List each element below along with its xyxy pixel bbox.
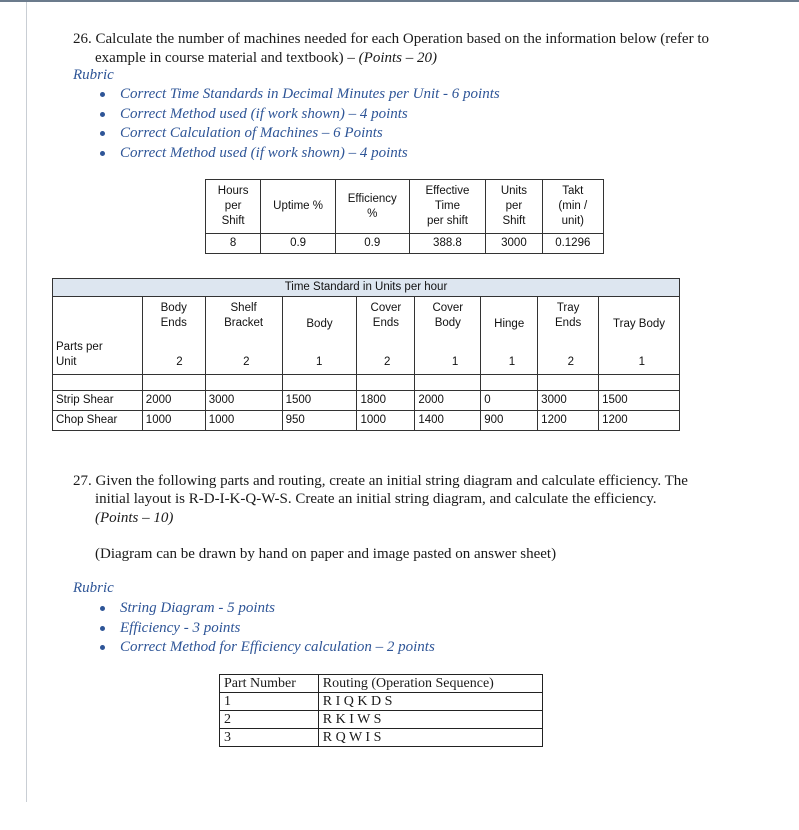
q27-rubric-item: Efficiency - 3 points [95,619,435,639]
parts-per-unit-value: 2 [357,335,415,375]
row-label-chop-shear: Chop Shear [53,411,143,431]
q26-text-line2-plain: example in course material and textbook) – [95,50,359,66]
takt-header-hours: Hours per Shift [206,180,261,234]
strip-shear-value: 3000 [205,391,282,411]
routing-part-number: 1 [220,693,319,711]
col-header-body-ends: Body Ends [142,297,205,335]
takt-value-uptime: 0.9 [261,234,336,254]
time-standard-banner: Time Standard in Units per hour [53,279,680,297]
takt-header-uptime: Uptime % [261,180,336,234]
takt-header-units: Units per Shift [486,180,542,234]
chop-shear-value: 950 [282,411,357,431]
q27-text-line1: 27. Given the following parts and routing, create an initial string diagram and calculate efficiency. The [73,473,688,489]
col-header-cover-body: Cover Body [415,297,481,335]
q27-points: (Points – 10) [95,510,174,526]
takt-value-row [206,234,604,254]
routing-header-routing: Routing (Operation Sequence) [318,675,542,693]
routing-header-row [220,675,543,693]
routing-part-number: 2 [220,711,319,729]
strip-shear-value: 2000 [142,391,205,411]
col-header-tray-ends: Tray Ends [538,297,599,335]
routing-sequence: R I Q K D S [318,693,542,711]
routing-part-number: 3 [220,729,319,747]
strip-shear-value: 3000 [538,391,599,411]
col-header-hinge: Hinge [481,297,538,335]
chop-shear-value: 1000 [357,411,415,431]
routing-row [220,729,543,747]
strip-shear-value: 1800 [357,391,415,411]
routing-header-part-number: Part Number [220,675,319,693]
strip-shear-value: 1500 [599,391,680,411]
parts-per-unit-row [53,335,680,375]
strip-shear-row [53,391,680,411]
q26-rubric-item: Correct Method used (if work shown) – 4 points [95,144,500,164]
q26-text-line2 [95,49,437,68]
chop-shear-value: 1400 [415,411,481,431]
routing-row [220,693,543,711]
chop-shear-value: 1000 [205,411,282,431]
time-standard-corner [53,297,143,335]
takt-header-takt: Takt (min / unit) [542,180,603,234]
parts-per-unit-value: 1 [599,335,680,375]
parts-per-unit-value: 1 [481,335,538,375]
takt-table [205,179,604,254]
q27-note: (Diagram can be drawn by hand on paper and image pasted on answer sheet) [95,546,557,562]
q27-rubric-list [95,599,435,658]
chop-shear-value: 1000 [142,411,205,431]
routing-sequence: R Q W I S [318,729,542,747]
q26-rubric-item: Correct Time Standards in Decimal Minutes per Unit - 6 points [95,85,500,105]
routing-sequence: R K I W S [318,711,542,729]
col-header-shelf-bracket: Shelf Bracket [205,297,282,335]
q26-rubric-item: Correct Calculation of Machines – 6 Points [95,124,500,144]
time-standard-table [52,278,680,431]
takt-value-hours: 8 [206,234,261,254]
takt-value-takt: 0.1296 [542,234,603,254]
parts-per-unit-value: 2 [142,335,205,375]
routing-table [219,674,543,747]
page-top-border [0,0,799,2]
strip-shear-value: 1500 [282,391,357,411]
col-header-body: Body [282,297,357,335]
chop-shear-value: 1200 [538,411,599,431]
takt-header-efficiency: Efficiency % [335,180,409,234]
time-standard-banner-row [53,279,680,297]
q26-rubric-list [95,85,500,163]
time-standard-header-row [53,297,680,335]
q26-text-line1: 26. Calculate the number of machines needed for each Operation based on the information below (refer to [73,31,710,47]
chop-shear-value: 900 [481,411,538,431]
q26-rubric-label: Rubric [73,67,114,83]
routing-row [220,711,543,729]
parts-per-unit-value: 2 [205,335,282,375]
q27-text-line2: initial layout is R-D-I-K-Q-W-S. Create an initial string diagram, and calculate the efficiency. [95,491,657,507]
q27-rubric-item: String Diagram - 5 points [95,599,435,619]
takt-header-effective-time: Effective Time per shift [409,180,486,234]
strip-shear-value: 2000 [415,391,481,411]
takt-value-effective-time: 388.8 [409,234,486,254]
parts-per-unit-value: 1 [415,335,481,375]
parts-per-unit-value: 2 [538,335,599,375]
q27-rubric-label: Rubric [73,580,114,596]
col-header-cover-ends: Cover Ends [357,297,415,335]
parts-per-unit-value: 1 [282,335,357,375]
row-label-strip-shear: Strip Shear [53,391,143,411]
spacer-row [53,375,680,391]
chop-shear-value: 1200 [599,411,680,431]
q26-points: (Points – 20) [358,50,437,66]
parts-per-unit-label: Parts per Unit [53,335,143,375]
takt-value-efficiency: 0.9 [335,234,409,254]
q27-rubric-item: Correct Method for Efficiency calculation – 2 points [95,638,435,658]
page-left-margin-line [26,2,27,802]
chop-shear-row [53,411,680,431]
takt-value-units: 3000 [486,234,542,254]
takt-header-row [206,180,604,234]
strip-shear-value: 0 [481,391,538,411]
col-header-tray-body: Tray Body [599,297,680,335]
q26-rubric-item: Correct Method used (if work shown) – 4 points [95,105,500,125]
